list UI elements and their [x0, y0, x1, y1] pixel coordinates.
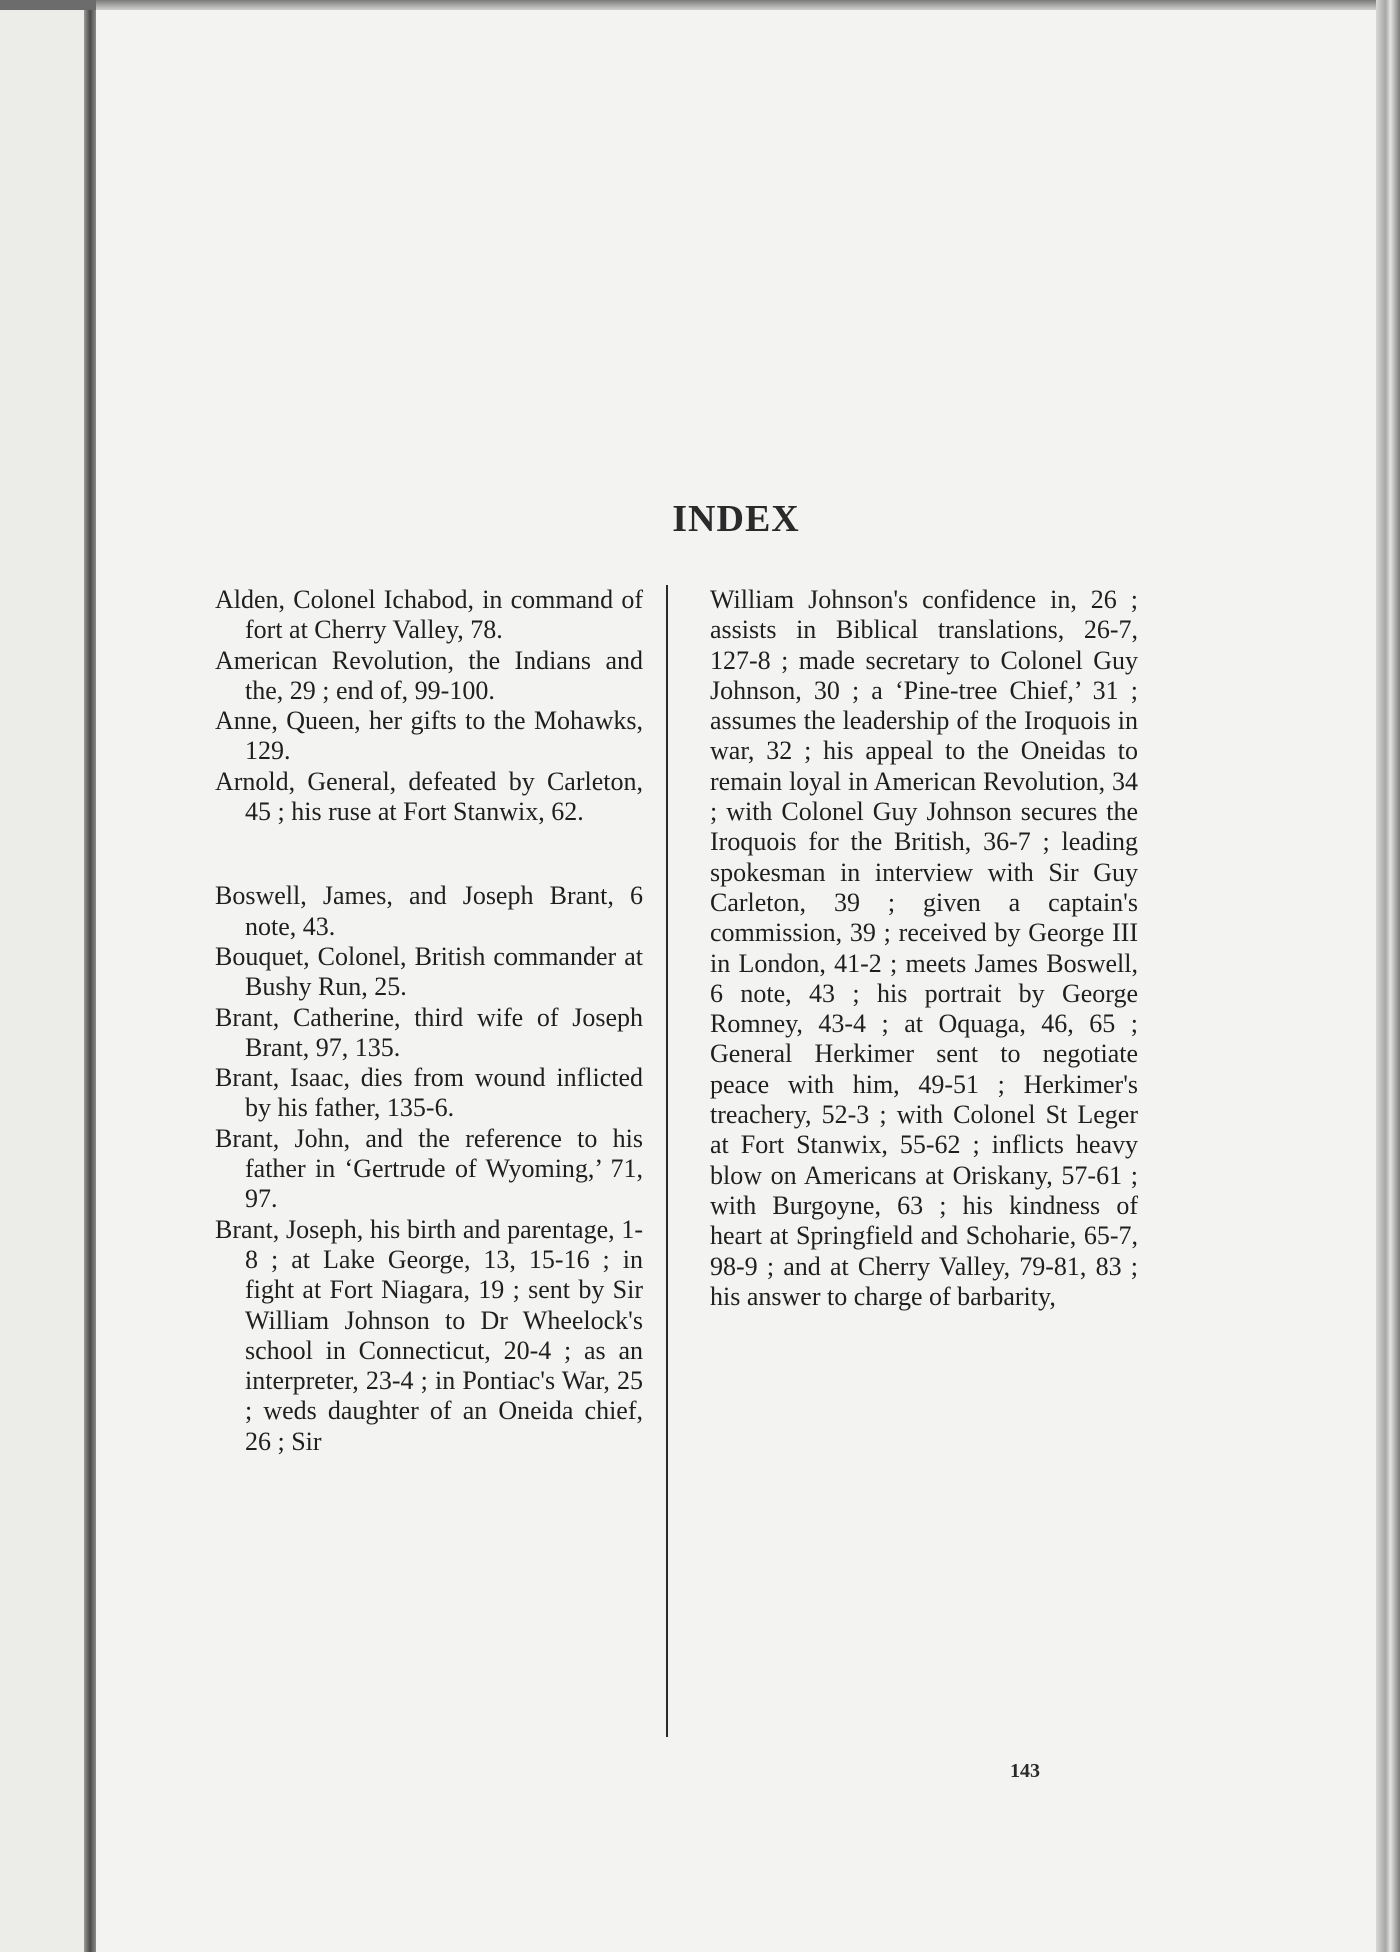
page-fore-edge: [1376, 0, 1400, 1952]
index-entry-brant-isaac: Brant, Isaac, dies from wound inflicted by his father, 135-6.: [215, 1063, 643, 1123]
letter-group-gap: [215, 827, 643, 881]
book-gutter: [84, 10, 96, 1952]
page-top-shadow: [96, 0, 1376, 10]
index-entry-american-revolution: American Revolution, the Indians and the, 29 ; end of, 99-100.: [215, 645, 643, 705]
page-title: INDEX: [672, 498, 800, 540]
facing-page: [0, 10, 92, 1952]
column-divider: [666, 585, 668, 1737]
page-number: 143: [1010, 1760, 1040, 1782]
index-entry-boswell: Boswell, James, and Joseph Brant, 6 note, 43.: [215, 881, 643, 941]
index-entry-alden: Alden, Colonel Ichabod, in command of fort at Cherry Valley, 78.: [215, 585, 643, 645]
index-entry-arnold: Arnold, General, defeated by Carleton, 45 ; his ruse at Fort Stanwix, 62.: [215, 766, 643, 827]
index-entry-continuation: William Johnson's confidence in, 26 ; assists in Biblical translations, 26-7, 127-8 ; made secretary to Colonel Guy Johnson, 30 ; a ‘Pine-tree Chief,’ 31 ; assumes the leadership of the Iroquois in war, 32 ; his appeal to the Oneidas to remain loyal in American Revolution, 34 ; with Colonel Guy Johnson secures the Iroquois for the British, 36-7 ; leading spokesman in interview with Sir Guy Carleton, 39 ; given a captain's commission, 39 ; received by George III in London, 41-2 ; meets James Boswell, 6 note, 43 ; his portrait by George Romney, 43-4 ; at Oquaga, 46, 65 ; General Herkimer sent to negotiate peace with him, 49-51 ; Herkimer's treachery, 52-3 ; with Colonel St Leger at Fort Stanwix, 55-62 ; inflicts heavy blow on Americans at Oriskany, 57-61 ; with Burgoyne, 63 ; his kindness of heart at Springfield and Schoharie, 65-7, 98-9 ; and at Cherry Valley, 79-81, 83 ; his answer to charge of barbarity,: [710, 585, 1138, 1311]
index-entry-brant-catherine: Brant, Catherine, third wife of Joseph Brant, 97, 135.: [215, 1002, 643, 1062]
index-column-right: [710, 585, 1138, 1312]
index-entry-bouquet: Bouquet, Colonel, British commander at Bushy Run, 25.: [215, 941, 643, 1002]
index-entry-brant-john: Brant, John, and the reference to his father in ‘Gertrude of Wyoming,’ 71, 97.: [215, 1123, 643, 1214]
index-entry-anne: Anne, Queen, her gifts to the Mohawks, 129.: [215, 706, 643, 766]
index-column-left: [215, 585, 643, 1457]
index-entry-brant-joseph: Brant, Joseph, his birth and parentage, 1-8 ; at Lake George, 13, 15-16 ; in fight at Fort Niagara, 19 ; sent by Sir William Johnson to Dr Wheelock's school in Connecticut, 20-4 ; as an interpreter, 23-4 ; in Pontiac's War, 25 ; weds daughter of an Oneida chief, 26 ; Sir: [215, 1214, 643, 1456]
